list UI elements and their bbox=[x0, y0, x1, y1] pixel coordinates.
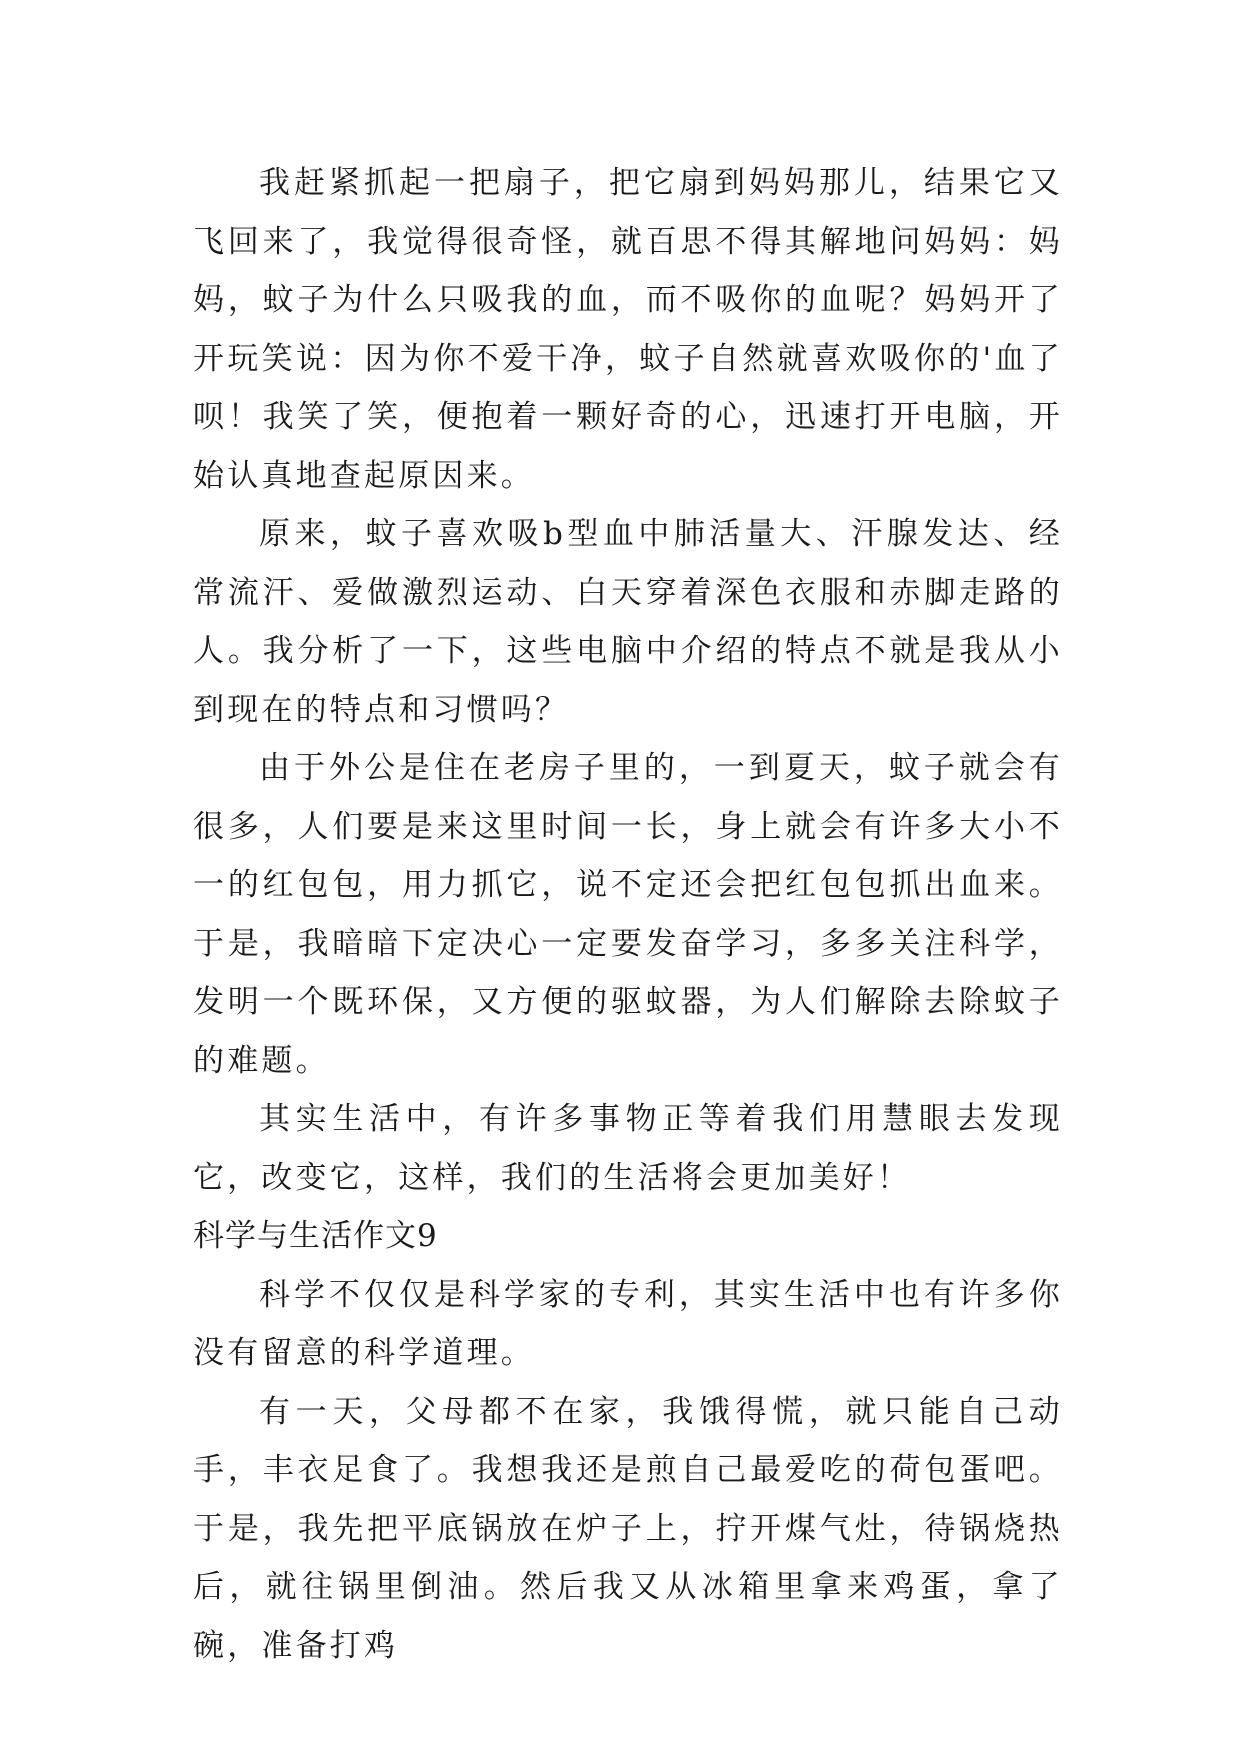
paragraph: 原来，蚊子喜欢吸b型血中肺活量大、汗腺发达、经常流汗、爱做激烈运动、白天穿着深色衣服和赤脚走路的人。我分析了一下，这些电脑中介绍的特点不就是我从小到现在的特点和习惯吗？ bbox=[193, 516, 1063, 728]
paragraph: 有一天，父母都不在家，我饿得慌，就只能自己动手，丰衣足食了。我想我还是煎自己最爱吃的荷包蛋吧。于是，我先把平底锅放在炉子上，拧开煤气灶，待锅烧热后，就往锅里倒油。然后我又从冰箱里拿来鸡蛋，拿了碗，准备打鸡 bbox=[193, 1393, 1063, 1664]
paragraph: 我赶紧抓起一把扇子，把它扇到妈妈那儿，结果它又飞回来了，我觉得很奇怪，就百思不得其解地问妈妈：妈妈，蚊子为什么只吸我的血，而不吸你的血呢？妈妈开了开玩笑说：因为你不爱干净，蚊子自然就喜欢吸你的'血了呗！我笑了笑，便抱着一颗好奇的心，迅速打开电脑，开始认真地查起原因来。 bbox=[193, 165, 1063, 494]
paragraph: 其实生活中，有许多事物正等着我们用慧眼去发现它，改变它，这样，我们的生活将会更加美好！ bbox=[193, 1101, 1063, 1196]
paragraph: 科学不仅仅是科学家的专利，其实生活中也有许多你没有留意的科学道理。 bbox=[193, 1276, 1063, 1371]
document-body bbox=[193, 154, 1063, 1675]
paragraph: 由于外公是住在老房子里的，一到夏天，蚊子就会有很多，人们要是来这里时间一长，身上就会有许多大小不一的红包包，用力抓它，说不定还会把红包包抓出血来。于是，我暗暗下定决心一定要发奋学习，多多关注科学，发明一个既环保，又方便的驱蚊器，为人们解除去除蚊子的难题。 bbox=[193, 750, 1063, 1079]
section-heading: 科学与生活作文9 bbox=[193, 1218, 438, 1254]
